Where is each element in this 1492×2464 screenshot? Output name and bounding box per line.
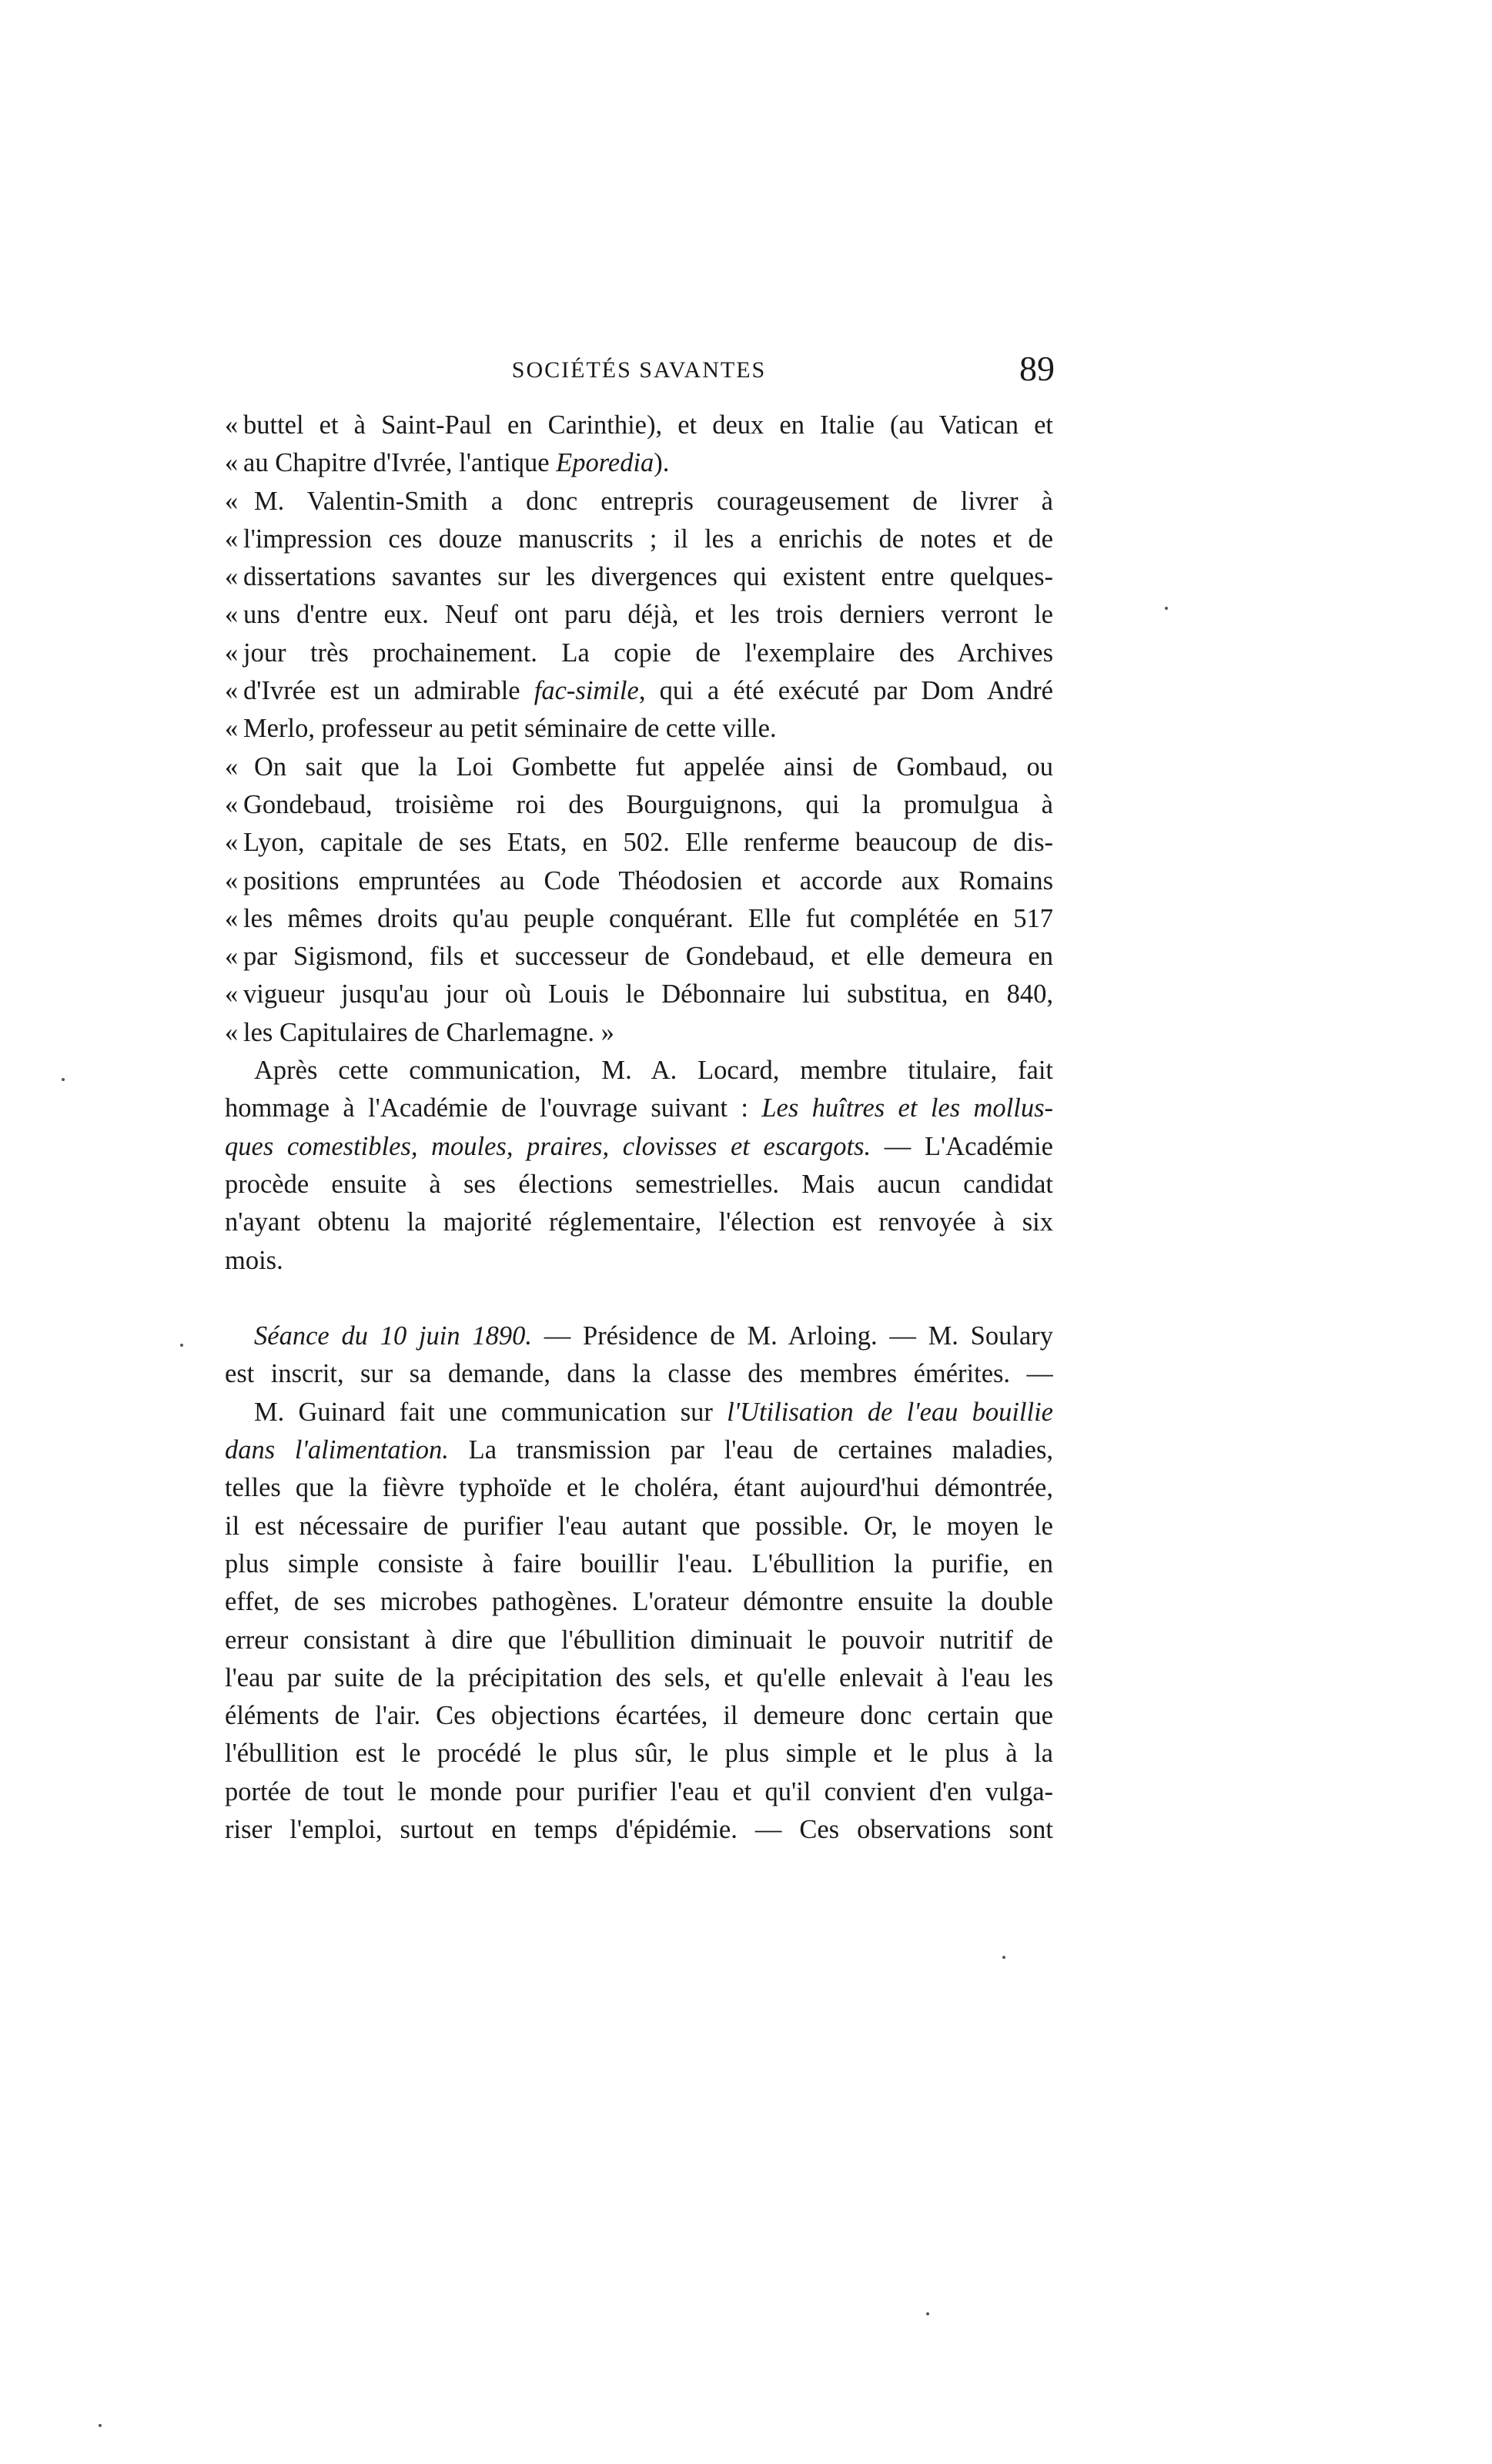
- line-text: effet, de ses microbes pathogènes. L'orateur démontre ensuite la double: [225, 1587, 1053, 1617]
- quote-mark: «: [225, 410, 239, 440]
- text-line: [225, 938, 1053, 976]
- line-text: erreur consistant à dire que l'ébullition diminuait le pouvoir nutritif de: [225, 1625, 1053, 1655]
- quote-mark: «: [225, 714, 239, 744]
- italic-text: l'Utilisation de l'eau bouillie: [727, 1397, 1053, 1427]
- quote-mark: «: [225, 789, 239, 819]
- line-text: Après cette communication, M. A. Locard, membre titulaire, fait: [254, 1056, 1053, 1086]
- quote-mark: «: [225, 600, 239, 630]
- text-line: [225, 1659, 1053, 1697]
- quoted-passage: [225, 407, 1053, 1052]
- text-line: [225, 1469, 1053, 1507]
- text-line: [225, 407, 1053, 444]
- text-line: [225, 483, 1053, 521]
- text-line: [225, 976, 1053, 1013]
- line-text: telles que la fièvre typhoïde et le choléra, étant aujourd'hui démontrée,: [225, 1473, 1053, 1503]
- italic-text: Eporedia: [556, 448, 654, 478]
- line-text: l'ébullition est le procédé le plus sûr, le plus simple et le plus à la: [225, 1739, 1053, 1769]
- print-speck: [1002, 1956, 1005, 1959]
- running-header: [223, 348, 1055, 402]
- quote-mark: «: [225, 752, 239, 782]
- quote-mark: «: [225, 979, 239, 1009]
- text-line: [225, 1773, 1053, 1811]
- text-line: [225, 1090, 1053, 1127]
- quote-mark: «: [225, 676, 239, 706]
- line-text: portée de tout le monde pour purifier l'eau et qu'il convient d'en vulga-: [225, 1776, 1053, 1806]
- line-text: — Présidence de M. Arloing. — M. Soulary: [532, 1321, 1053, 1351]
- line-text: les Capitulaires de Charlemagne. »: [243, 1017, 614, 1047]
- italic-text: Séance du 10 juin 1890.: [254, 1321, 532, 1351]
- italic-text: fac-simile: [534, 676, 639, 706]
- text-line: [225, 786, 1053, 824]
- text-line: [225, 1697, 1053, 1735]
- line-text: par Sigismond, fils et successeur de Gondebaud, et elle demeura en: [243, 942, 1053, 972]
- running-title: SOCIÉTÉS SAVANTES: [511, 357, 767, 383]
- body-text: [225, 407, 1053, 1849]
- line-text: Gondebaud, troisième roi des Bourguignons, qui la promulgua à: [243, 789, 1053, 819]
- line-text: M. Valentin-Smith a donc entrepris courageusement de livrer à: [254, 486, 1053, 516]
- paragraph-seance: [225, 1317, 1053, 1849]
- quote-mark: «: [225, 865, 239, 896]
- quote-mark: «: [225, 903, 239, 933]
- line-text: l'eau par suite de la précipitation des sels, et qu'elle enlevait à l'eau les: [225, 1662, 1053, 1692]
- text-line: [225, 444, 1053, 482]
- italic-text: dans l'alimentation.: [225, 1435, 449, 1465]
- text-line: [225, 1204, 1053, 1241]
- line-text: uns d'entre eux. Neuf ont paru déjà, et les trois derniers verront le: [243, 600, 1053, 630]
- text-line: [225, 1394, 1053, 1431]
- quote-mark: «: [225, 486, 239, 516]
- quote-mark: «: [225, 1017, 239, 1047]
- line-text: Merlo, professeur au petit séminaire de cette ville.: [243, 714, 777, 744]
- quote-mark: «: [225, 524, 239, 554]
- line-text: plus simple consiste à faire bouillir l'eau. L'ébullition la purifie, en: [225, 1548, 1053, 1578]
- line-text: dissertations savantes sur les divergences qui existent entre quelques-: [243, 562, 1053, 592]
- text-line: [225, 634, 1053, 672]
- text-line: [225, 1622, 1053, 1659]
- text-line: [225, 596, 1053, 634]
- line-text: buttel et à Saint-Paul en Carinthie), et deux en Italie (au Vatican et: [243, 410, 1053, 440]
- line-text: riser l'emploi, surtout en temps d'épidémie. — Ces observations sont: [225, 1814, 1053, 1844]
- line-text: mois.: [225, 1245, 283, 1275]
- line-text: — L'Académie: [871, 1131, 1053, 1161]
- line-text: il est nécessaire de purifier l'eau autant que possible. Or, le moyen le: [225, 1511, 1053, 1541]
- text-line: [225, 1735, 1053, 1773]
- text-line: [225, 1052, 1053, 1090]
- text-line: [225, 1166, 1053, 1204]
- line-text: hommage à l'Académie de l'ouvrage suivant :: [225, 1093, 762, 1123]
- quote-mark: «: [225, 562, 239, 592]
- text-line: [225, 748, 1053, 786]
- print-speck: [1165, 607, 1168, 610]
- quote-mark: «: [225, 942, 239, 972]
- text-line: [225, 558, 1053, 596]
- line-text: les mêmes droits qu'au peuple conquérant. Elle fut complétée en 517: [243, 903, 1053, 933]
- text-line: [225, 1508, 1053, 1545]
- line-text: , qui a été exécuté par Dom André: [638, 676, 1053, 706]
- line-text: jour très prochainement. La copie de l'exemplaire des Archives: [243, 638, 1053, 668]
- text-line: [225, 1355, 1053, 1393]
- print-speck: [99, 2424, 102, 2427]
- line-text: ).: [654, 448, 670, 478]
- text-line: [225, 1128, 1053, 1166]
- text-line: [225, 1014, 1053, 1052]
- print-speck: [180, 1344, 183, 1347]
- line-text: d'Ivrée est un admirable: [243, 676, 534, 706]
- line-text: éléments de l'air. Ces objections écartées, il demeure donc certain que: [225, 1701, 1053, 1731]
- text-line: [225, 1242, 1053, 1280]
- line-text: procède ensuite à ses élections semestrielles. Mais aucun candidat: [225, 1169, 1053, 1199]
- text-line: [225, 824, 1053, 862]
- print-speck: [926, 2312, 929, 2315]
- line-text: M. Guinard fait une communication sur: [254, 1397, 728, 1427]
- text-line: [225, 1431, 1053, 1469]
- line-text: l'impression ces douze manuscrits ; il les a enrichis de notes et de: [243, 524, 1053, 554]
- text-line: [225, 672, 1053, 710]
- text-line: [225, 1583, 1053, 1621]
- text-line: [225, 1317, 1053, 1355]
- italic-text: ques comestibles, moules, praires, clovisses et escargots.: [225, 1131, 871, 1161]
- quote-mark: «: [225, 448, 239, 478]
- line-text: vigueur jusqu'au jour où Louis le Débonnaire lui substitua, en 840,: [243, 979, 1053, 1009]
- paragraph-locard: [225, 1052, 1053, 1280]
- page-number: 89: [1019, 349, 1055, 388]
- quote-mark: «: [225, 638, 239, 668]
- quote-mark: «: [225, 828, 239, 858]
- text-line: [225, 862, 1053, 900]
- print-speck: [62, 1078, 65, 1081]
- line-text: On sait que la Loi Gombette fut appelée ainsi de Gombaud, ou: [254, 752, 1053, 782]
- italic-text: Les huîtres et les mollus-: [761, 1093, 1053, 1123]
- line-text: La transmission par l'eau de certaines maladies,: [448, 1435, 1053, 1465]
- line-text: n'ayant obtenu la majorité réglementaire, l'élection est renvoyée à six: [225, 1207, 1053, 1237]
- line-text: est inscrit, sur sa demande, dans la classe des membres émérites. —: [225, 1359, 1053, 1389]
- line-text: Lyon, capitale de ses Etats, en 502. Elle renferme beaucoup de dis-: [243, 828, 1053, 858]
- line-text: positions empruntées au Code Théodosien et accorde aux Romains: [243, 865, 1053, 896]
- text-line: [225, 521, 1053, 558]
- text-line: [225, 900, 1053, 938]
- line-text: au Chapitre d'Ivrée, l'antique: [243, 448, 557, 478]
- text-line: [225, 1545, 1053, 1583]
- text-line: [225, 710, 1053, 748]
- text-line: [225, 1811, 1053, 1849]
- section-gap: [225, 1280, 1053, 1317]
